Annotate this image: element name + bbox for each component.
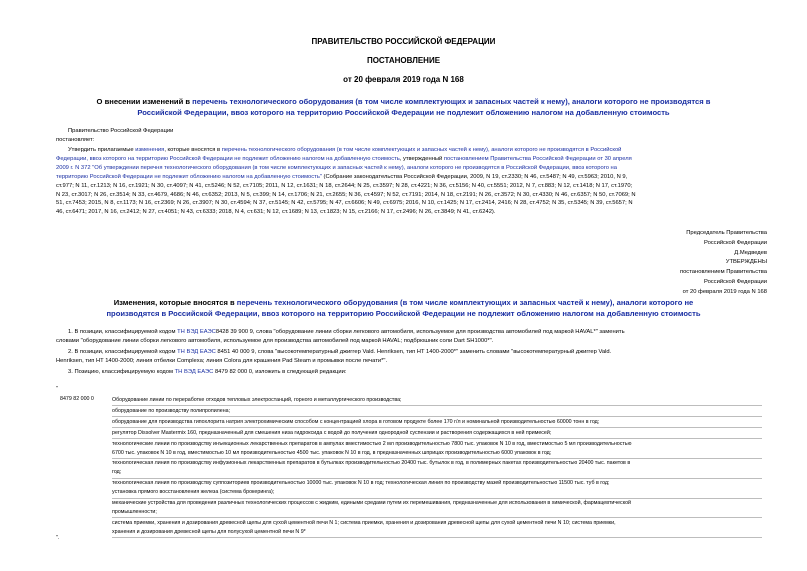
table-row-line: промышленности; — [112, 508, 157, 515]
item-2: 2. В позиции, классифицируемой кодом ТН ВЭД ЕАЭС 8451 40 000 9, слова "высокотемпературный джиггер Vald. Henriksen, тип HT 1400-2000*" заменить словами "высокотемпературный джиггер Vald. — [68, 348, 612, 355]
position-code: 8479 82 000 0 — [60, 396, 94, 402]
tnved-link-1[interactable]: ТН ВЭД ЕАЭС — [177, 329, 216, 335]
table-row — [112, 499, 631, 517]
link-resolution[interactable]: постановлением Правительства Российской Федерации от 30 апреля — [443, 155, 632, 162]
body-paragraph: Утвердить прилагаемые изменения, которые вносятся в перечень технологического оборудования (в том числе комплектующих и запасных частей к нему), аналоги которого не производятся в Российской Федерации, ввоз которого на территорию Российской Федерации не подлежит обложению налогом на добавленную стоимость, утвержденный постановлением Правительства Российской Федерации от 30 апреля 2009 г. N 372 "Об утверждении перечня технологического оборудования (в том числе комплектующих и запасных частей к нему), аналоги которого не производятся в Российской Федерации, ввоз которого на территорию Российской Федерации не подлежит обложению налогом на добавленную стоимость" (Собрание законодательства Российской Федерации, 2009, N 19, ст.2330; N 46, ст.5487; N 49, ст.5963; 2010, N 9, ст.977; N 11, ст.1213; N 16, ст.1921; N 30, ст.4097; N 41, ст.5246; N 52, ст.7105; 2011, N 12, ст.1631; N 18, ст.2644; N 25, ст.3597; N 28, ст.4221; N 36, ст.5156; N 40, ст.5551; 2012, N 7, ст.883; N 12, ст.1418; N 17, ст.1970; N 23, ст.3017; N 26, ст.3514; N 33, ст.4679, 4686; N 46, ст.6352; 2013, N 5, ст.399; N 14, ст.1706; N 21, ст.2655; N 36, ст.4597; N 52, ст.7191; 2014, N 18, ст.2191; N 26, ст.3572; N 30, ст.4330; N 46, ст.6357; N 50, ст.7069; N 51, ст.7453; 2015, N 8, ст.1173; N 16, ст.2369; N 26, ст.3907; N 30, ст.4594; N 37, ст.5145; N 42, ст.5795; N 47, ст.6606; N 49, ст.6975; 2016, N 10, ст.1425; N 17, ст.2414, 2416; N 28, ст.4752; N 35, ст.5345; N 39, ст.5657; N 46, ст.6471; 2017, N 16, ст.2412; N 27, ст.4051; N 43, ст.6333; 2018, N 4, ст.631; N 12, ст.1689; N 13, ст.1823; N 15, ст.2166; N 17, ст.2496; N 26, ст.3849; N 41, ст.6242). — [56, 146, 771, 217]
body-line: 51, ст.7453; 2015, N 8, ст.1173; N 16, ст.2369; N 26, ст.3907; N 30, ст.4594; N 37, ст.5145; N 42, ст.5795; N 47, ст.6606; N 49, ст.6975; 2016, N 10, ст.1425; N 17, ст.2414, 2416; N 28, ст.4752; N 35, ст.5345; N 39, ст.5657; N — [56, 200, 633, 207]
item-1: 1. В позиции, классифицируемой кодом ТН ВЭД ЕАЭС8428 39 900 9, слова "оборудование линии сборки легкового автомобиля, используемое для производства автомобилей под маркой HAVAL*" заменить — [68, 329, 625, 335]
table-row-line: технологическая линия по производству инфузионных лекарственных препаратов в бутылках производительностью 20400 тыс. бутылок в год, в полимерных пакетах производительностью 20400 тыс. пакетов в — [112, 460, 631, 467]
title-line-1: О внесении изменений в перечень технологического оборудования (в том числе комплектующих и запасных частей к нему), аналоги которого не производятся в — [96, 97, 711, 106]
quote-close: ". — [56, 535, 60, 541]
table-row — [112, 479, 609, 497]
table-row — [112, 519, 616, 537]
item-2-cont: Henriksen, тип HT 1400-2000; линия отбелки Complexa; линия Colora для крашения Pad Steam и промывки после печати*". — [56, 357, 388, 364]
link-resolution-cont[interactable]: 2009 г. N 372 "Об утверждении перечня технологического оборудования (в том числе комплектующих и запасных частей к нему), аналоги которого не производятся в Российской Федерации, ввоз которого на — [56, 164, 617, 171]
body-line: 46, ст.6471; 2017, N 16, ст.2412; N 27, ст.4051; N 43, ст.6333; 2018, N 4, ст.631; N 12, ст.1689; N 13, ст.1823; N 15, ст.2166; N 17, ст.2496; N 26, ст.3849; N 41, ст.6242). — [56, 209, 496, 216]
title-link-cont[interactable]: Российской Федерации, ввоз которого на территорию Российской Федерации не подлежит обложению налогом на добавленную стоимость — [137, 108, 670, 117]
link-list-cont[interactable]: Федерации, ввоз которого на территорию Российской Федерации не подлежит обложению налогом на добавленную стоимость — [56, 155, 400, 162]
title-link[interactable]: перечень технологического оборудования (в том числе комплектующих и запасных частей к нему), аналоги которого не производятся в — [192, 97, 711, 106]
title-line-2 — [0, 108, 807, 117]
table-row-line: 6700 тыс. упаковок N 10 в год, вместимостью 10 мл производительностью 4500 тыс. упаковок N 10 в год, в предназначенных шприцах производительностью 6000 упаковок в год; — [112, 449, 552, 456]
body-line: ст.977; N 11, ст.1213; N 16, ст.1921; N 30, ст.4097; N 41, ст.5246; N 52, ст.7105; 2011, N 12, ст.1631; N 18, ст.2644; N 25, ст.3597; N 28, ст.4221; N 36, ст.5156; N 40, ст.5551; 2012, N 7, ст.883; N 12, ст.1418; N 17, ст.1970; — [56, 182, 633, 189]
item-1-cont: словами "оборудование линии сборки легкового автомобиля, используемое для производства автомобилей под маркой HAVAL; подбрюшник соли Dart SH1000*". — [56, 337, 494, 344]
signature-name: Д.Медведев — [734, 250, 767, 256]
row-divider — [112, 537, 762, 538]
table-row-line: система приемки, хранения и дозирования древесной щепы для сухой цементной печи N 1; система приемки, хранения и дозирования древесной щепы для сухой цементной печи N 10; система приемки, — [112, 519, 616, 526]
tnved-link-2[interactable]: ТН ВЭД ЕАЭС — [177, 348, 216, 355]
preamble-1: Правительство Российской Федерации — [68, 128, 174, 134]
table-row — [112, 418, 599, 427]
approval-date: от 20 февраля 2019 года N 168 — [682, 289, 767, 295]
item-3: 3. Позицию, классифицируемую кодом ТН ВЭД ЕАЭС 8479 82 000 0, изложить в следующей редакции: — [68, 368, 347, 375]
doc-type: ПОСТАНОВЛЕНИЕ — [366, 56, 441, 65]
changes-title-link-cont[interactable]: производятся в Российской Федерации, ввоз которого на территорию Российской Федерации не подлежит обложению налогом на добавленную стоимость — [106, 309, 701, 318]
changes-title-link[interactable]: перечень технологического оборудования (в том числе комплектующих и запасных частей к нему), аналоги которого не — [236, 298, 694, 307]
quote-open: " — [56, 386, 58, 392]
changes-title-2 — [0, 309, 807, 318]
table-row-line: оборудование для производства гипохлорита натрия электрохимическим способом с концентрацией хлора в готовом продукте более 170 г/л и номинальной производительностью 60000 тонн в год; — [112, 418, 600, 425]
table-row-line: технологическая линия по производству суппозиториев производительностью 10000 тыс. упаковок N 10 в год; технологическая линия по производству мазей производительностью 11500 тыс. туб в год; — [112, 480, 610, 487]
preamble-2: постановляет: — [56, 137, 95, 143]
table-row — [112, 429, 551, 438]
tnved-link-3[interactable]: ТН ВЭД ЕАЭС — [174, 368, 214, 375]
signature-role-1: Председатель Правительства — [686, 230, 767, 236]
table-row — [112, 407, 230, 416]
table-row-line: оборудование по производству полипропилена; — [112, 407, 231, 414]
table-row-line: Оборудование линии по переработке отходов тепловых электростанций, горного и металлургического производства; — [112, 397, 402, 403]
approval-by-2: Российской Федерации — [703, 279, 767, 285]
items-block — [56, 328, 771, 377]
date-number: от 20 февраля 2019 года N 168 — [343, 75, 464, 84]
table-row-line: механические устройства для проведения различных технологических процессов с жидким, едиными средами путем их перемешивания, предназначенные для использования в химической, фармацевтической — [112, 500, 631, 506]
table-row-line: установка прямого восстановления железа (система брокеринга); — [112, 489, 275, 496]
table-row-line: хранения и дозирования древесной щепы для полусухой цементной печи N 9* — [112, 528, 306, 535]
link-resolution-end[interactable]: территорию Российской Федерации не подлежит обложению налогом на добавленную стоимость" — [56, 173, 322, 180]
approval-by-1: постановлением Правительства — [679, 269, 767, 275]
signature-role-2: Российской Федерации — [703, 240, 767, 246]
table-row — [112, 396, 402, 405]
table-row-line: регулятор Dissolver Mastermix 160, предназначенный для смешения низа гидроксида с водой до получения однородной суспензии и растворения содержащихся в ней примесей; — [112, 429, 552, 436]
table-row — [112, 459, 630, 477]
link-list[interactable]: перечень технологического оборудования (в том числе комплектующих и запасных частей к нему), аналоги которого не производятся в Российской — [221, 147, 622, 153]
link-changes[interactable]: изменения — [135, 147, 165, 153]
table-row — [112, 440, 632, 458]
changes-title-1: Изменения, которые вносятся в перечень технологического оборудования (в том числе комплектующих и запасных частей к нему), аналоги которого не — [113, 298, 694, 307]
body-line: N 23, ст.3017; N 26, ст.3514; N 33, ст.4679, 4686; N 46, ст.6352; 2013, N 5, ст.399; N 14, ст.1706; N 21, ст.2655; N 36, ст.4597; N 52, ст.7191; 2014, N 18, ст.2191; N 26, ст.3572; N 30, ст.4330; N 46, ст.6357; N 50, ст.7069; N — [56, 191, 636, 198]
table-row-line: технологические линии по производству инъекционных лекарственных препаратов в ампулах вместимостью 2 мл производительностью 7800 тыс. упаковок N 10 в год, вместимостью 5 мл производительностью — [112, 440, 632, 447]
approval-label: УТВЕРЖДЕНЫ — [725, 259, 767, 265]
table-row-line: год; — [112, 469, 122, 476]
org-header: ПРАВИТЕЛЬСТВО РОССИЙСКОЙ ФЕДЕРАЦИИ — [311, 37, 496, 46]
